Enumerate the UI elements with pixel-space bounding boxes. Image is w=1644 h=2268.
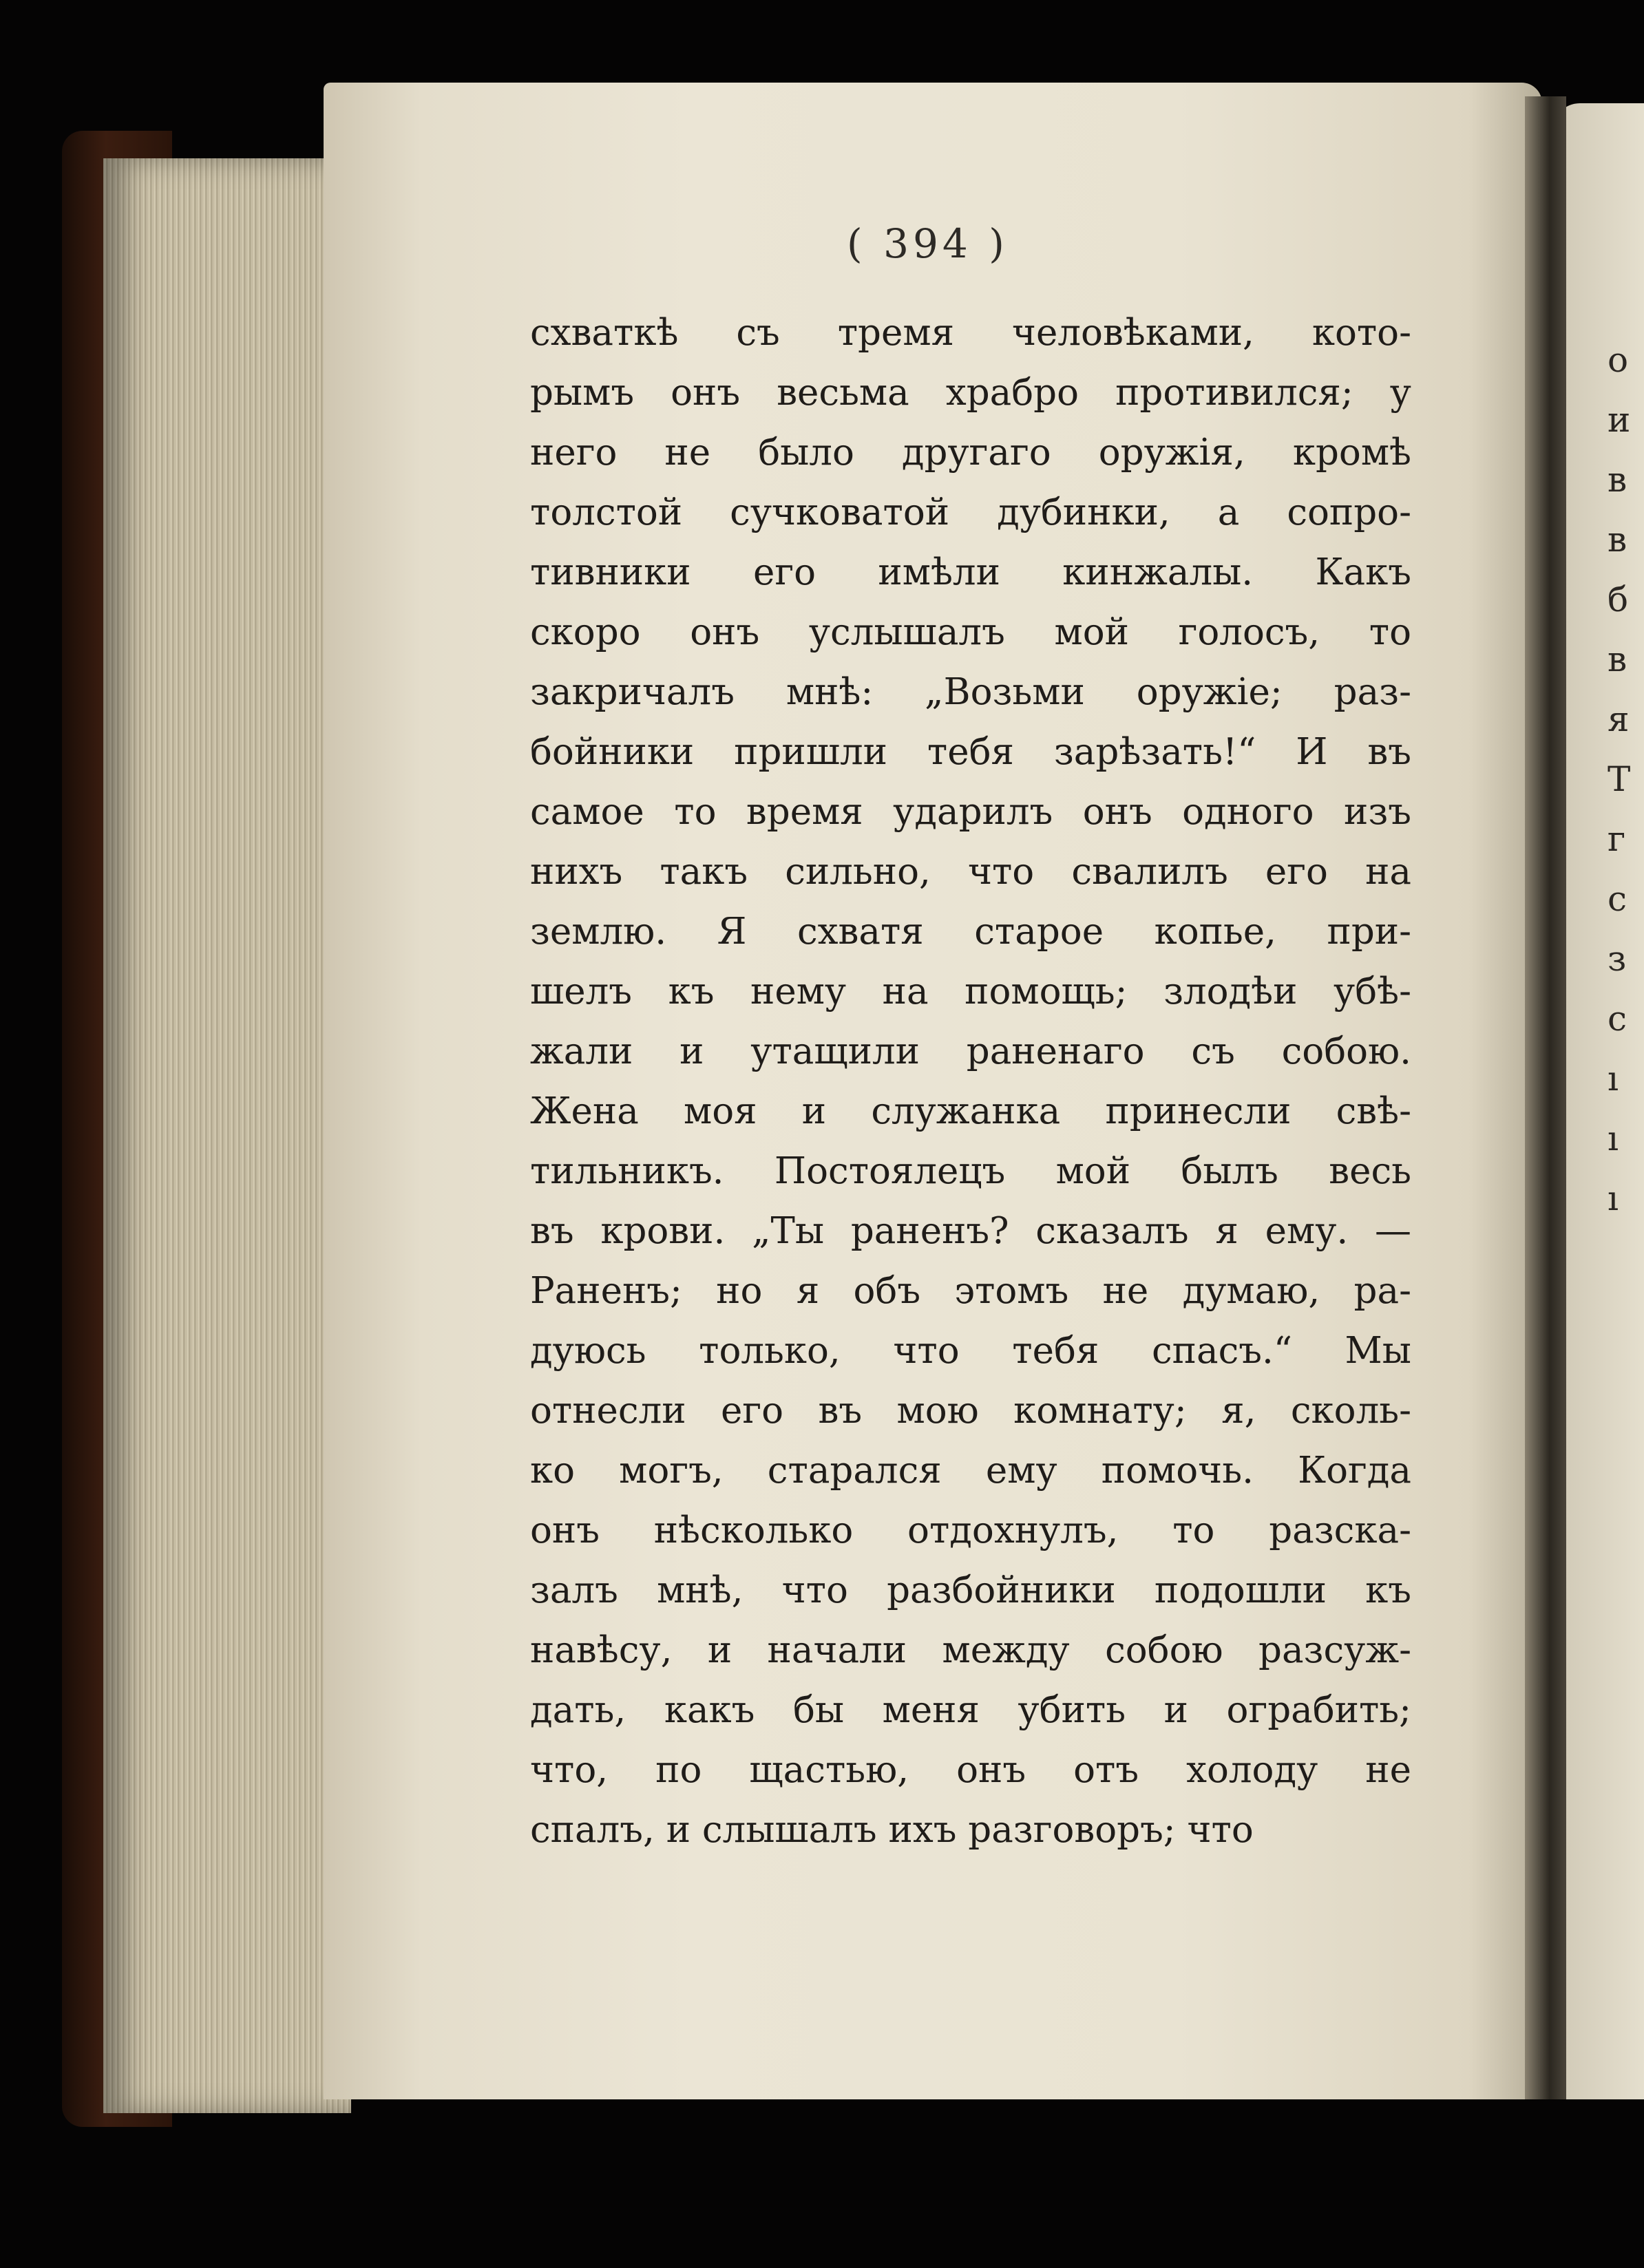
edge-letter: с (1608, 879, 1627, 919)
text-line: въ крови. „Ты раненъ? сказалъ я ему. — (530, 1210, 1411, 1252)
edge-letter: з (1608, 939, 1627, 979)
text-line: скоро онъ услышалъ мой голосъ, то (530, 611, 1411, 653)
text-line: онъ нѣсколько отдохнулъ, то разска- (530, 1509, 1411, 1551)
text-line: тильникъ. Постоялецъ мой былъ весь (530, 1150, 1411, 1192)
facing-page-text-fragments (1608, 330, 1630, 1229)
edge-letter: б (1608, 580, 1629, 619)
edge-letter: г (1608, 819, 1626, 859)
text-line: что, по щастью, онъ отъ холоду не (530, 1749, 1411, 1791)
edge-letter: о (1608, 340, 1629, 380)
text-line: ко могъ, старался ему помочь. Когда (530, 1450, 1411, 1492)
page-number-header: ( 394 ) (847, 220, 1009, 267)
body-text (530, 303, 1411, 1860)
book-gutter (1525, 96, 1566, 2099)
edge-letter: в (1608, 639, 1627, 679)
text-line: рымъ онъ весьма храбро противился; у (530, 372, 1411, 414)
edge-letter: в (1608, 460, 1627, 500)
text-line: шелъ къ нему на помощь; злодѣи убѣ- (530, 971, 1411, 1013)
text-line: землю. Я схватя старое копье, при- (530, 911, 1411, 953)
text-line: него не было другаго оружія, кромѣ (530, 432, 1411, 474)
text-line: залъ мнѣ, что разбойники подошли къ (530, 1569, 1411, 1611)
edge-letter: в (1608, 520, 1627, 560)
text-line: самое то время ударилъ онъ одного изъ (530, 791, 1411, 833)
text-line: Жена моя и служанка принесли свѣ- (530, 1090, 1411, 1132)
text-line: жали и утащили раненаго съ собою. (530, 1030, 1411, 1072)
text-line: отнесли его въ мою комнату; я, сколь- (530, 1390, 1411, 1432)
text-line: схваткѣ съ тремя человѣками, кото- (530, 312, 1411, 354)
edge-letter: с (1608, 999, 1627, 1039)
text-line: закричалъ мнѣ: „Возьми оружіе; раз- (530, 671, 1411, 713)
edge-letter: Т (1608, 759, 1631, 799)
text-line: дуюсь только, что тебя спасъ.“ Мы (530, 1330, 1411, 1372)
edge-letter: и (1608, 400, 1631, 440)
text-line: нихъ такъ сильно, что свалилъ его на (530, 851, 1411, 893)
text-line: бойники пришли тебя зарѣзать!“ И въ (530, 731, 1411, 773)
text-line: тивники его имѣли кинжалы. Какъ (530, 551, 1411, 593)
edge-letter: ı (1608, 1119, 1619, 1158)
text-line: навѣсу, и начали между собою разсуж- (530, 1629, 1411, 1671)
text-line: толстой сучковатой дубинки, а сопро- (530, 491, 1411, 533)
edge-letter: ı (1608, 1178, 1619, 1218)
text-line: Раненъ; но я объ этомъ не думаю, ра- (530, 1270, 1411, 1312)
edge-letter: я (1608, 699, 1630, 739)
text-line: дать, какъ бы меня убить и ограбить; (530, 1689, 1411, 1731)
text-line: спалъ, и слышалъ ихъ разговоръ; что (530, 1809, 1254, 1851)
edge-letter: ı (1608, 1059, 1619, 1099)
page-edges (103, 158, 351, 2113)
